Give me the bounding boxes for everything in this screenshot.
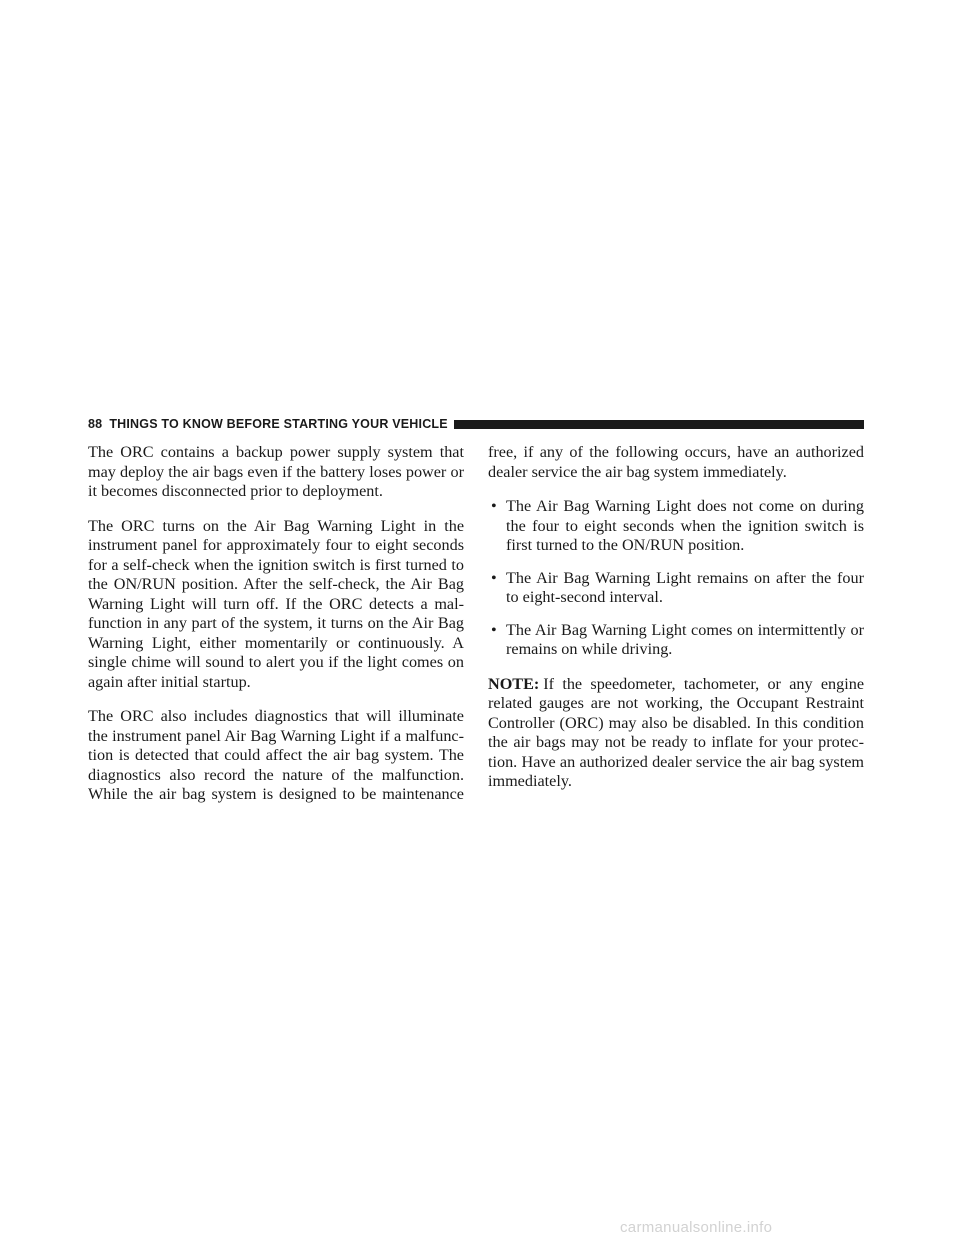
list-item: • The Air Bag Warning Light remains on after the four to eight-second interval. — [488, 569, 864, 608]
paragraph-diagnostics: The ORC also includes diagnostics that will illuminate the instrument panel Air Bag Warning Light if a malfunction is detected that could affect the air bag system. The diagnostics also record the nature of the malfunction. While the air bag system is designed to be maintenance — [88, 707, 464, 803]
section-title: THINGS TO KNOW BEFORE STARTING YOUR VEHICLE — [109, 417, 448, 431]
note-text: If the speedometer, tachometer, or any engine related gauges are not working, the Occupant Restraint Controller (ORC) may also be disabled. In this condition the air bags may not be ready to inflate for your protection. Have an authorized dealer service the air bag system immediately. — [488, 674, 864, 790]
header-rule — [454, 420, 864, 429]
right-column — [488, 443, 864, 807]
condition-list — [488, 497, 864, 660]
note-label: NOTE: — [488, 674, 540, 693]
page-header — [88, 415, 864, 433]
list-item: • The Air Bag Warning Light does not come on during the four to eight seconds when the ignition switch is first turned to the ON/RUN position. — [488, 497, 864, 556]
page-number: 88 — [88, 417, 103, 431]
left-column — [88, 443, 464, 820]
note-paragraph — [488, 675, 864, 792]
list-item: • The Air Bag Warning Light comes on intermittently or remains on while driving. — [488, 621, 864, 660]
paragraph-warning-light: The ORC turns on the Air Bag Warning Light in the instrument panel for approximately four to eight seconds for a self-check when the ignition switch is first turned to the ON/RUN position. After the self-check, the Air Bag Warning Light will turn off. If the ORC detects a malfunction in any part of the system, it turns on the Air Bag Warning Light, either momentarily or continuously. A single chime will sound to alert you if the light comes on again after initial startup. — [88, 516, 464, 691]
watermark: carmanualsonline.info — [620, 1219, 773, 1236]
paragraph-service-intro: free, if any of the following occurs, have an authorized dealer service the air bag system immediately. — [488, 443, 864, 481]
paragraph-backup-power: The ORC contains a backup power supply system that may deploy the air bags even if the battery loses power or it becomes disconnected prior to deployment. — [88, 443, 464, 500]
header-text — [88, 417, 448, 431]
